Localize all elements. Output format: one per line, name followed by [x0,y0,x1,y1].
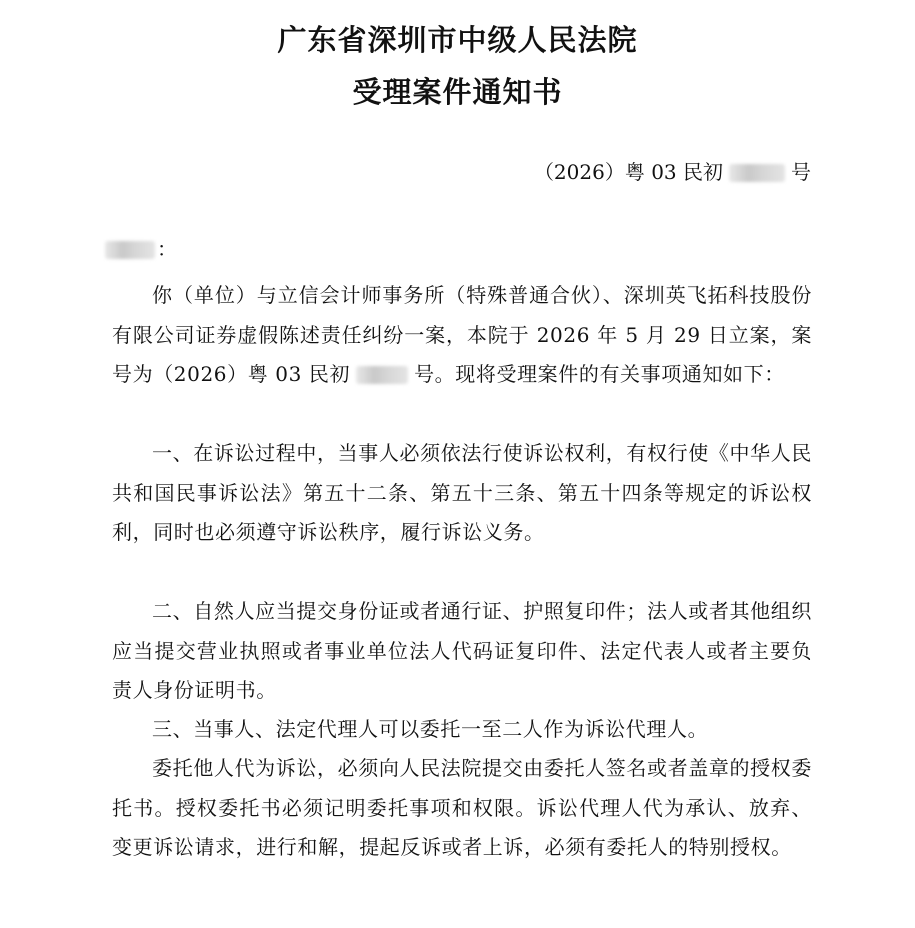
redacted-addressee-name [105,241,155,259]
document-title-notice: 受理案件通知书 [352,75,563,109]
redacted-case-number-inline [356,366,408,384]
paragraph-authorization: 委托他人代为诉讼，必须向人民法院提交由委托人签名或者盖章的授权委托书。授权委托书必须记明委托事项和权限。诉讼代理人代为承认、放弃、变更诉讼请求，进行和解，提起反诉或者上诉，必须有委托人的特别授权。 [112,756,812,859]
case-number [534,160,811,184]
addressee-colon: ： [157,237,177,261]
paragraph-intro [112,276,812,395]
redacted-case-number [729,164,785,182]
case-number-suffix: 号 [791,160,811,184]
addressee [105,236,177,262]
paragraph-intro-text-1: 你（单位）与立信会计师事务所（特殊普通合伙）、深圳英飞拓科技股份有限公司证券虚假陈述责任纠纷一案，本院于 2026 年 5 月 29 日立案，案号为（2026）粤 03 民初 [112,283,812,386]
paragraph-item-3: 三、当事人、法定代理人可以委托一至二人作为诉讼代理人。 [152,717,709,741]
paragraph-item-2: 二、自然人应当提交身份证或者通行证、护照复印件；法人或者其他组织应当提交营业执照或者事业单位法人代码证复印件、法定代表人或者主要负责人身份证明书。 [112,599,812,702]
case-number-prefix: （2026）粤 03 民初 [533,160,723,184]
paragraph-intro-text-2: 号。现将受理案件的有关事项通知如下： [414,362,785,386]
document-title-court: 广东省深圳市中级人民法院 [277,23,638,57]
paragraph-item-1: 一、在诉讼过程中，当事人必须依法行使诉讼权利，有权行使《中华人民共和国民事诉讼法》第五十二条、第五十三条、第五十四条等规定的诉讼权利，同时也必须遵守诉讼秩序，履行诉讼义务。 [112,441,812,544]
